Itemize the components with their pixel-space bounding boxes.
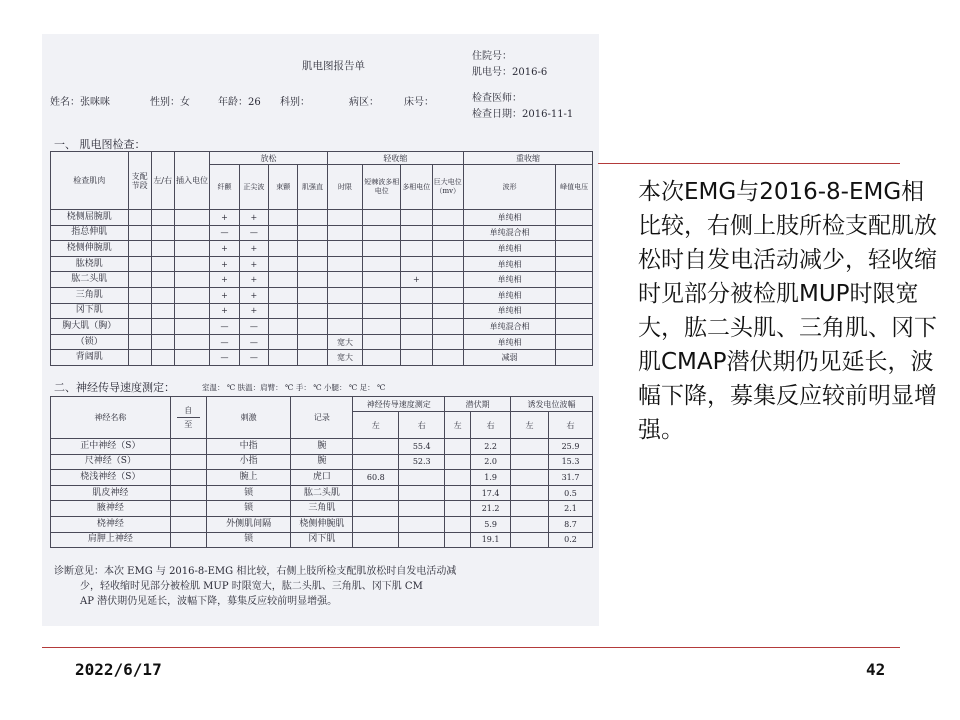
emg-cell-insert	[174, 256, 210, 272]
report-title: 肌电图报告单	[302, 60, 365, 72]
emg-cell-psw: —	[239, 319, 268, 335]
emg-cell-innerv	[128, 225, 151, 241]
emg-cell-insert	[174, 319, 210, 335]
emg-cell-peak	[556, 241, 593, 257]
ncv-row	[51, 470, 593, 486]
emg-cell-myot	[298, 256, 327, 272]
emg-cell-peak	[556, 272, 593, 288]
emg-cell-innerv	[128, 241, 151, 257]
emg-header-fasc: 束颤	[269, 165, 298, 210]
emg-cell-peak	[556, 256, 593, 272]
ncv-header-nerve: 神经名称	[51, 397, 171, 439]
ncv-cell-selfto	[170, 439, 206, 455]
emg-cell-fib: +	[210, 241, 239, 257]
emg-cell-fib: +	[210, 210, 239, 226]
emg-cell-myot	[298, 303, 327, 319]
emg-cell-fasc	[269, 272, 298, 288]
ncv-cell-rec: 肱二头肌	[291, 485, 353, 501]
emg-header-poly: 短棘波多相电位	[363, 165, 401, 210]
emg-cell-myot	[298, 287, 327, 303]
emg-header-giant: 巨大电位（mv）	[432, 165, 463, 210]
ncv-cell-rec: 腕	[291, 439, 353, 455]
ncv-row	[51, 501, 593, 517]
emg-cell-poly	[363, 225, 401, 241]
emg-cell-psw: +	[239, 256, 268, 272]
emg-row	[51, 225, 593, 241]
emg-cell-multi	[401, 225, 432, 241]
emg-cell-giant	[432, 319, 463, 335]
emg-cell-giant	[432, 225, 463, 241]
ncv-cell-ll	[445, 470, 471, 486]
section-ncv-title: 二、神经传导速度测定：	[54, 381, 175, 394]
emg-cell-side	[151, 287, 174, 303]
ncv-row	[51, 516, 593, 532]
ncv-header-amp-right: 右	[549, 412, 593, 439]
patient-dept: 科别：	[280, 97, 310, 108]
emg-cell-psw: +	[239, 272, 268, 288]
emg-cell-side	[151, 241, 174, 257]
emg-cell-fib: +	[210, 287, 239, 303]
emg-row	[51, 303, 593, 319]
emg-cell-dur	[327, 210, 363, 226]
ncv-cell-rec: 桡侧伸腕肌	[291, 516, 353, 532]
ncv-cell-lr: 2.2	[471, 439, 511, 455]
emg-cell-myot	[298, 319, 327, 335]
emg-cell-muscle: （锁）	[51, 334, 129, 350]
ncv-cell-vl	[353, 439, 399, 455]
emg-cell-wave: 单纯相	[463, 287, 555, 303]
ncv-cell-al	[511, 532, 549, 548]
emg-cell-giant	[432, 256, 463, 272]
emg-row	[51, 319, 593, 335]
emg-cell-psw: +	[239, 241, 268, 257]
ncv-row	[51, 439, 593, 455]
ncv-cell-ar: 25.9	[549, 439, 593, 455]
emg-row	[51, 334, 593, 350]
ncv-cell-lr: 1.9	[471, 470, 511, 486]
emg-cell-giant	[432, 350, 463, 366]
ncv-cell-nerve: 肩胛上神经	[51, 532, 171, 548]
ncv-cell-ll	[445, 501, 471, 517]
diagnosis-line-1: 本次 EMG 与 2016-8-EMG 相比较，右侧上肢所检支配肌放松时自发电活动减	[104, 566, 457, 577]
patient-age: 年龄：26	[218, 97, 261, 108]
emg-cell-innerv	[128, 303, 151, 319]
ncv-cell-lr: 21.2	[471, 501, 511, 517]
emg-cell-insert	[174, 272, 210, 288]
ncv-header-velocity: 神经传导速度测定	[353, 397, 445, 412]
section-ncv-conditions: 室温： ℃ 肤温：肩臂： ℃ 手： ℃ 小腿： ℃ 足： ℃	[202, 383, 386, 392]
diagnosis-label: 诊断意见：	[54, 566, 104, 577]
emg-cell-wave: 单纯相	[463, 241, 555, 257]
patient-sex: 性别：女	[150, 97, 190, 108]
emg-cell-side	[151, 334, 174, 350]
emg-row	[51, 241, 593, 257]
ncv-cell-ll	[445, 485, 471, 501]
emg-cell-muscle: 肱二头肌	[51, 272, 129, 288]
ncv-cell-stim: 腕上	[206, 470, 291, 486]
emg-cell-poly	[363, 334, 401, 350]
emg-row	[51, 287, 593, 303]
ncv-cell-al	[511, 439, 549, 455]
ncv-cell-vl: 60.8	[353, 470, 399, 486]
patient-name: 姓名：张咪咪	[50, 97, 110, 108]
emg-cell-innerv	[128, 334, 151, 350]
emg-cell-side	[151, 303, 174, 319]
ncv-cell-vl	[353, 454, 399, 470]
emg-cell-psw: —	[239, 334, 268, 350]
emg-cell-giant	[432, 334, 463, 350]
emg-cell-muscle: 背阔肌	[51, 350, 129, 366]
emg-cell-psw: +	[239, 287, 268, 303]
emg-cell-giant	[432, 210, 463, 226]
ncv-header-divider	[177, 417, 200, 418]
emg-cell-psw: —	[239, 225, 268, 241]
ncv-cell-nerve: 肌皮神经	[51, 485, 171, 501]
ncv-cell-stim: 外侧肌间隔	[206, 516, 291, 532]
emg-cell-myot	[298, 225, 327, 241]
emg-header-multi: 多相电位	[401, 165, 432, 210]
diagnosis-line-3: AP 潜伏期仍见延长，波幅下降，募集反应较前明显增强。	[80, 596, 338, 607]
emg-cell-multi	[401, 256, 432, 272]
emg-cell-insert	[174, 303, 210, 319]
ncv-row	[51, 485, 593, 501]
emg-cell-dur	[327, 303, 363, 319]
emg-cell-myot	[298, 272, 327, 288]
divider-footer	[42, 647, 900, 648]
ncv-cell-ar: 15.3	[549, 454, 593, 470]
emg-cell-myot	[298, 210, 327, 226]
ncv-cell-lr: 17.4	[471, 485, 511, 501]
emg-cell-giant	[432, 303, 463, 319]
emg-cell-muscle: 桡侧伸腕肌	[51, 241, 129, 257]
ncv-cell-ar: 0.5	[549, 485, 593, 501]
ncv-header-amp: 诱发电位波幅	[511, 397, 593, 412]
exam-doctor: 检查医师：	[472, 93, 522, 104]
ncv-cell-rec: 三角肌	[291, 501, 353, 517]
emg-cell-muscle: 胸大肌（胸）	[51, 319, 129, 335]
ncv-cell-vr	[399, 470, 445, 486]
ncv-cell-stim: 小指	[206, 454, 291, 470]
emg-header-myot: 肌强直	[298, 165, 327, 210]
emg-cell-side	[151, 256, 174, 272]
emg-cell-dur	[327, 272, 363, 288]
emg-cell-fib: +	[210, 272, 239, 288]
emg-cell-insert	[174, 287, 210, 303]
ncv-cell-nerve: 桡神经	[51, 516, 171, 532]
ncv-cell-selfto	[170, 470, 206, 486]
ncv-cell-al	[511, 485, 549, 501]
emg-cell-fasc	[269, 210, 298, 226]
ncv-cell-vr	[399, 532, 445, 548]
emg-cell-muscle: 肱桡肌	[51, 256, 129, 272]
patient-bed: 床号：	[404, 97, 434, 108]
emg-cell-multi	[401, 287, 432, 303]
emg-cell-fib: —	[210, 319, 239, 335]
emg-cell-side	[151, 210, 174, 226]
ncv-cell-rec: 虎口	[291, 470, 353, 486]
emg-header-wave: 波形	[463, 165, 555, 210]
ncv-header-rec: 记录	[291, 397, 353, 439]
emg-header-insert: 插入电位	[174, 152, 210, 210]
emg-cell-fasc	[269, 334, 298, 350]
emg-cell-innerv	[128, 210, 151, 226]
ncv-cell-ll	[445, 454, 471, 470]
emg-row	[51, 210, 593, 226]
ncv-cell-stim: 锁	[206, 501, 291, 517]
emg-cell-multi	[401, 350, 432, 366]
footer-date: 2022/6/17	[75, 660, 162, 679]
emg-cell-side	[151, 225, 174, 241]
ncv-header-stim: 刺激	[206, 397, 291, 439]
emg-cell-dur: 宽大	[327, 334, 363, 350]
emg-cell-dur	[327, 241, 363, 257]
slide-body-text: 本次EMG与2016-8-EMG相比较，右侧上肢所检支配肌放松时自发电活动减少，轻收缩时见部分被检肌MUP时限宽大，肱二头肌、三角肌、冈下肌CMAP潜伏期仍见延长，波幅下降，募集反应较前明显增强。	[638, 179, 937, 443]
ncv-cell-selfto	[170, 454, 206, 470]
ncv-cell-rec: 冈下肌	[291, 532, 353, 548]
section-emg-title: 一、 肌电图检查：	[54, 138, 146, 151]
emg-cell-giant	[432, 272, 463, 288]
ncv-cell-ll	[445, 516, 471, 532]
emg-cell-wave: 单纯混合相	[463, 225, 555, 241]
emg-cell-multi	[401, 334, 432, 350]
ncv-cell-selfto	[170, 532, 206, 548]
emg-cell-insert	[174, 210, 210, 226]
emg-cell-innerv	[128, 350, 151, 366]
emg-cell-peak	[556, 319, 593, 335]
emg-cell-poly	[363, 319, 401, 335]
emg-cell-wave: 单纯混合相	[463, 319, 555, 335]
ncv-cell-lr: 2.0	[471, 454, 511, 470]
ncv-cell-nerve: 尺神经（S）	[51, 454, 171, 470]
emg-cell-giant	[432, 287, 463, 303]
emg-cell-dur	[327, 319, 363, 335]
emg-cell-wave: 单纯相	[463, 303, 555, 319]
emg-cell-peak	[556, 350, 593, 366]
emg-cell-multi: +	[401, 272, 432, 288]
emg-cell-psw: +	[239, 210, 268, 226]
emg-cell-side	[151, 272, 174, 288]
emg-cell-multi	[401, 319, 432, 335]
emg-cell-dur	[327, 225, 363, 241]
ncv-cell-stim: 中指	[206, 439, 291, 455]
ncv-cell-rec: 腕	[291, 454, 353, 470]
emg-table	[50, 151, 593, 366]
ncv-header-latency: 潜伏期	[445, 397, 511, 412]
emg-header-innerv: 支配节段	[128, 152, 151, 210]
ncv-cell-ar: 8.7	[549, 516, 593, 532]
page-number: 42	[866, 660, 886, 679]
emg-header-muscle: 检查肌肉	[51, 152, 129, 210]
ncv-cell-al	[511, 454, 549, 470]
ncv-cell-vr	[399, 516, 445, 532]
emg-cell-fasc	[269, 287, 298, 303]
emg-cell-myot	[298, 334, 327, 350]
emg-cell-fib: —	[210, 334, 239, 350]
emg-cell-side	[151, 319, 174, 335]
ncv-cell-al	[511, 516, 549, 532]
emg-cell-poly	[363, 272, 401, 288]
emg-cell-innerv	[128, 319, 151, 335]
ncv-cell-stim: 锁	[206, 532, 291, 548]
emg-cell-fib: +	[210, 256, 239, 272]
emg-header-fib: 纤颤	[210, 165, 239, 210]
ncv-cell-vr	[399, 485, 445, 501]
emg-cell-poly	[363, 287, 401, 303]
emg-cell-dur: 宽大	[327, 350, 363, 366]
ncv-header-to: 至	[184, 420, 193, 429]
emg-cell-insert	[174, 225, 210, 241]
ncv-cell-ll	[445, 532, 471, 548]
ncv-cell-al	[511, 470, 549, 486]
ncv-cell-vl	[353, 532, 399, 548]
emg-cell-wave: 单纯相	[463, 334, 555, 350]
emg-cell-peak	[556, 287, 593, 303]
emg-cell-fasc	[269, 350, 298, 366]
ncv-cell-selfto	[170, 501, 206, 517]
ncv-header-lat-right: 右	[471, 412, 511, 439]
emg-cell-muscle: 三角肌	[51, 287, 129, 303]
ncv-row	[51, 532, 593, 548]
emg-cell-muscle: 指总伸肌	[51, 225, 129, 241]
emg-cell-insert	[174, 350, 210, 366]
emg-cell-insert	[174, 241, 210, 257]
emg-cell-fib: —	[210, 225, 239, 241]
emg-cell-poly	[363, 210, 401, 226]
ncv-cell-vr: 52.3	[399, 454, 445, 470]
emg-cell-insert	[174, 334, 210, 350]
emg-cell-innerv	[128, 272, 151, 288]
emg-cell-wave: 单纯相	[463, 256, 555, 272]
ncv-cell-al	[511, 501, 549, 517]
ncv-cell-lr: 19.1	[471, 532, 511, 548]
emg-row	[51, 350, 593, 366]
emg-cell-poly	[363, 350, 401, 366]
emg-cell-psw: —	[239, 350, 268, 366]
emg-cell-dur	[327, 256, 363, 272]
ncv-cell-ar: 2.1	[549, 501, 593, 517]
emg-cell-peak	[556, 303, 593, 319]
emg-cell-wave: 单纯相	[463, 272, 555, 288]
emg-header-psw: 正尖波	[239, 165, 268, 210]
emg-cell-poly	[363, 256, 401, 272]
ncv-header-amp-left: 左	[511, 412, 549, 439]
ncv-cell-lr: 5.9	[471, 516, 511, 532]
ncv-cell-ar: 0.2	[549, 532, 593, 548]
ncv-cell-ll	[445, 439, 471, 455]
ncv-cell-vl	[353, 485, 399, 501]
emg-cell-peak	[556, 210, 593, 226]
emg-cell-wave: 减弱	[463, 350, 555, 366]
emg-cell-multi	[401, 241, 432, 257]
emg-cell-giant	[432, 241, 463, 257]
emg-header-light: 轻收缩	[327, 152, 463, 165]
ncv-cell-nerve: 桡浅神经（S）	[51, 470, 171, 486]
ncv-row	[51, 454, 593, 470]
ncv-cell-vl	[353, 516, 399, 532]
emg-header-side: 左/右	[151, 152, 174, 210]
patient-ward: 病区：	[349, 97, 379, 108]
emg-cell-myot	[298, 350, 327, 366]
diagnosis	[54, 564, 589, 609]
exam-date: 检查日期：2016-11-1	[472, 109, 574, 120]
ncv-header-vel-left: 左	[353, 412, 399, 439]
ncv-cell-nerve: 正中神经（S）	[51, 439, 171, 455]
emg-cell-multi	[401, 303, 432, 319]
ncv-cell-vl	[353, 501, 399, 517]
emg-row	[51, 272, 593, 288]
diagnosis-line-2: 少，轻收缩时见部分被检肌 MUP 时限宽大，肱二头肌、三角肌、冈下肌 CM	[80, 581, 423, 592]
divider-top	[598, 163, 900, 164]
ncv-cell-stim: 锁	[206, 485, 291, 501]
emg-header-dur: 时限	[327, 165, 363, 210]
ncv-header-self: 自	[184, 406, 193, 415]
emg-cell-multi	[401, 210, 432, 226]
emg-cell-innerv	[128, 256, 151, 272]
ncv-header-vel-right: 右	[399, 412, 445, 439]
ncv-cell-vr: 55.4	[399, 439, 445, 455]
emg-cell-muscle: 桡侧屈腕肌	[51, 210, 129, 226]
ncv-header-lat-left: 左	[445, 412, 471, 439]
report-photo	[42, 34, 599, 626]
emg-cell-innerv	[128, 287, 151, 303]
emg-cell-wave: 单纯相	[463, 210, 555, 226]
emg-cell-fasc	[269, 256, 298, 272]
emg-cell-fasc	[269, 319, 298, 335]
ncv-cell-selfto	[170, 485, 206, 501]
emg-cell-side	[151, 350, 174, 366]
emg-cell-poly	[363, 241, 401, 257]
emg-cell-peak	[556, 225, 593, 241]
ncv-cell-ar: 31.7	[549, 470, 593, 486]
emg-cell-fasc	[269, 303, 298, 319]
emg-cell-psw: +	[239, 303, 268, 319]
emg-cell-peak	[556, 334, 593, 350]
emg-cell-fasc	[269, 241, 298, 257]
hospital-no: 住院号：	[472, 51, 512, 62]
emg-row	[51, 256, 593, 272]
ncv-table	[50, 396, 593, 548]
ncv-cell-nerve: 腋神经	[51, 501, 171, 517]
emg-no: 肌电号：2016-6	[472, 67, 548, 78]
ncv-header-selfto	[170, 397, 206, 439]
emg-header-peak: 峰值电压	[556, 165, 593, 210]
emg-cell-fasc	[269, 225, 298, 241]
emg-cell-myot	[298, 241, 327, 257]
emg-header-relax: 放松	[210, 152, 327, 165]
emg-cell-dur	[327, 287, 363, 303]
ncv-cell-selfto	[170, 516, 206, 532]
emg-cell-fib: —	[210, 350, 239, 366]
emg-cell-fib: +	[210, 303, 239, 319]
emg-cell-muscle: 冈下肌	[51, 303, 129, 319]
emg-cell-poly	[363, 303, 401, 319]
ncv-cell-vr	[399, 501, 445, 517]
emg-header-heavy: 重收缩	[463, 152, 592, 165]
